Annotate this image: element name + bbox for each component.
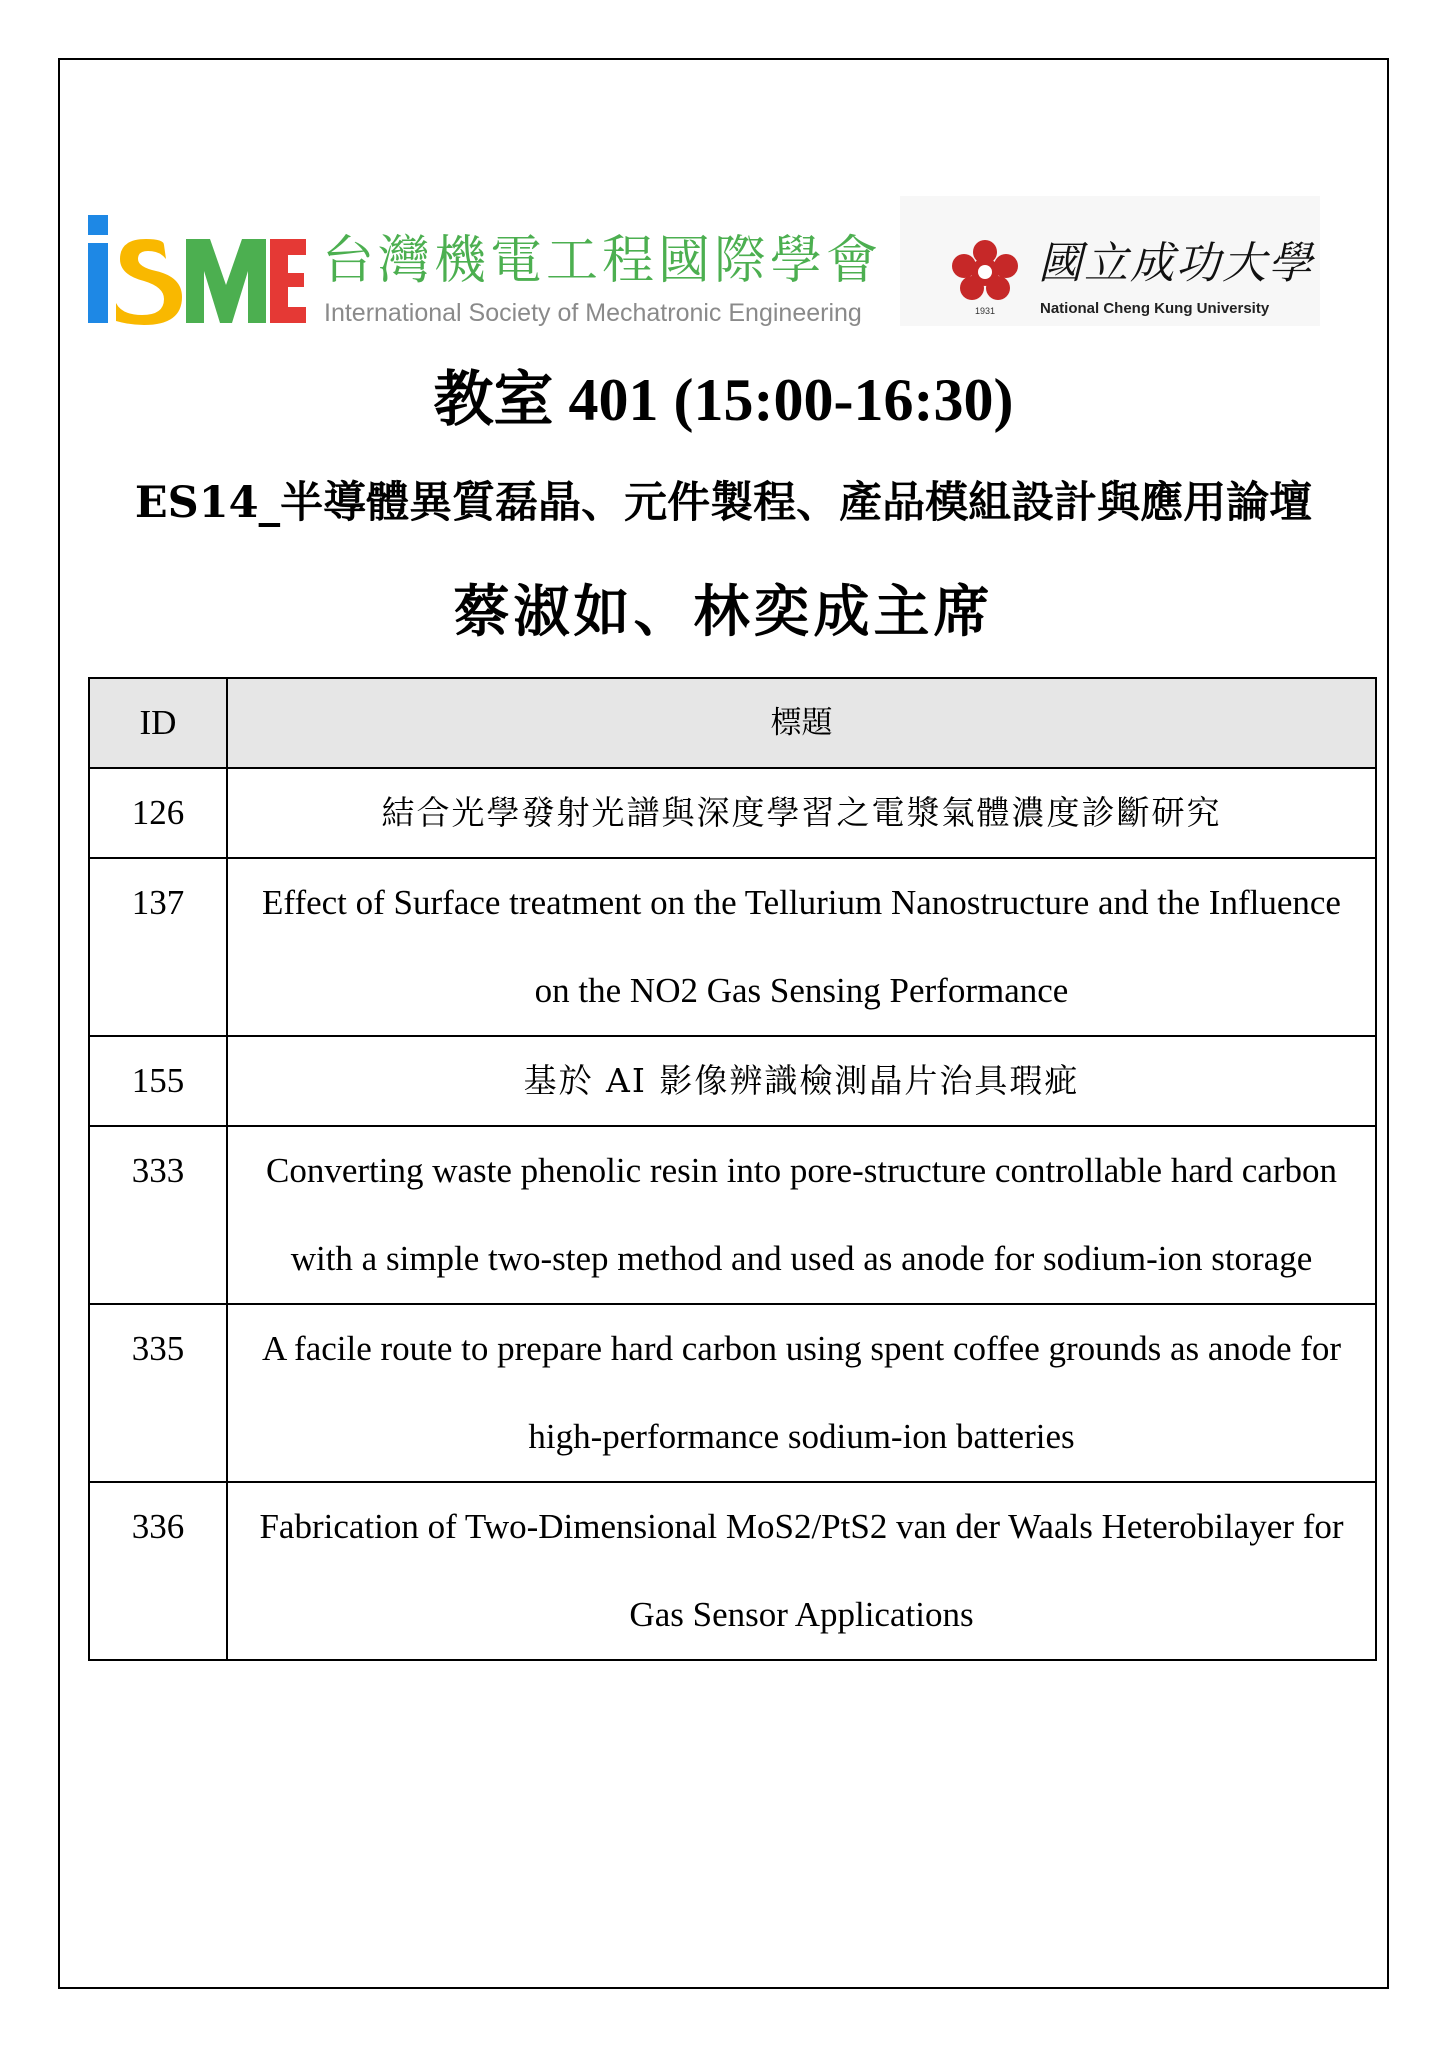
- paper-id: 336: [89, 1482, 227, 1660]
- table-row: [89, 1482, 1376, 1660]
- ncku-logo: [900, 196, 1320, 326]
- column-header-title: 標題: [227, 678, 1376, 768]
- paper-id: 333: [89, 1126, 227, 1304]
- ncku-name-cn: 國立成功大學: [1038, 238, 1314, 289]
- column-header-id: ID: [89, 678, 227, 768]
- paper-title: Converting waste phenolic resin into pore-structure controllable hard carbon with a simple two-step method and used as anode for sodium-ion storage: [227, 1126, 1376, 1304]
- ncku-emblem-icon: [950, 238, 1020, 318]
- paper-title: Effect of Surface treatment on the Tellurium Nanostructure and the Influence on the NO2 Gas Sensing Performance: [227, 858, 1376, 1036]
- table-header-row: [89, 678, 1376, 768]
- isme-name-cn: 台灣機電工程國際學會: [322, 231, 883, 291]
- isme-logo: [86, 215, 886, 335]
- table-row: [89, 1126, 1376, 1304]
- isme-name-en: International Society of Mechatronic Engineering: [324, 299, 862, 327]
- table-row: [89, 1304, 1376, 1482]
- paper-title: 基於 AI 影像辨識檢測晶片治具瑕疵: [227, 1036, 1376, 1126]
- isme-letters-logo: [86, 215, 306, 325]
- paper-id: 137: [89, 858, 227, 1036]
- papers-table: [88, 677, 1377, 1661]
- paper-title: A facile route to prepare hard carbon using spent coffee grounds as anode for high-performance sodium-ion batteries: [227, 1304, 1376, 1482]
- chairs-heading: 蔡淑如、林奕成主席: [453, 579, 994, 645]
- ncku-name-en: National Cheng Kung University: [1040, 300, 1270, 317]
- session-heading: ES14_半導體異質磊晶、元件製程、產品模組設計與應用論壇: [134, 478, 1313, 528]
- paper-title: Fabrication of Two-Dimensional MoS2/PtS2 van der Waals Heterobilayer for Gas Sensor Applications: [227, 1482, 1376, 1660]
- paper-id: 335: [89, 1304, 227, 1482]
- room-heading: 教室 401 (15:00-16:30): [433, 367, 1014, 433]
- table-row: [89, 858, 1376, 1036]
- paper-id: 155: [89, 1036, 227, 1126]
- ncku-year: 1931: [974, 306, 996, 316]
- table-row: [89, 1036, 1376, 1126]
- paper-title: 結合光學發射光譜與深度學習之電漿氣體濃度診斷研究: [227, 768, 1376, 858]
- table-row: [89, 768, 1376, 858]
- paper-id: 126: [89, 768, 227, 858]
